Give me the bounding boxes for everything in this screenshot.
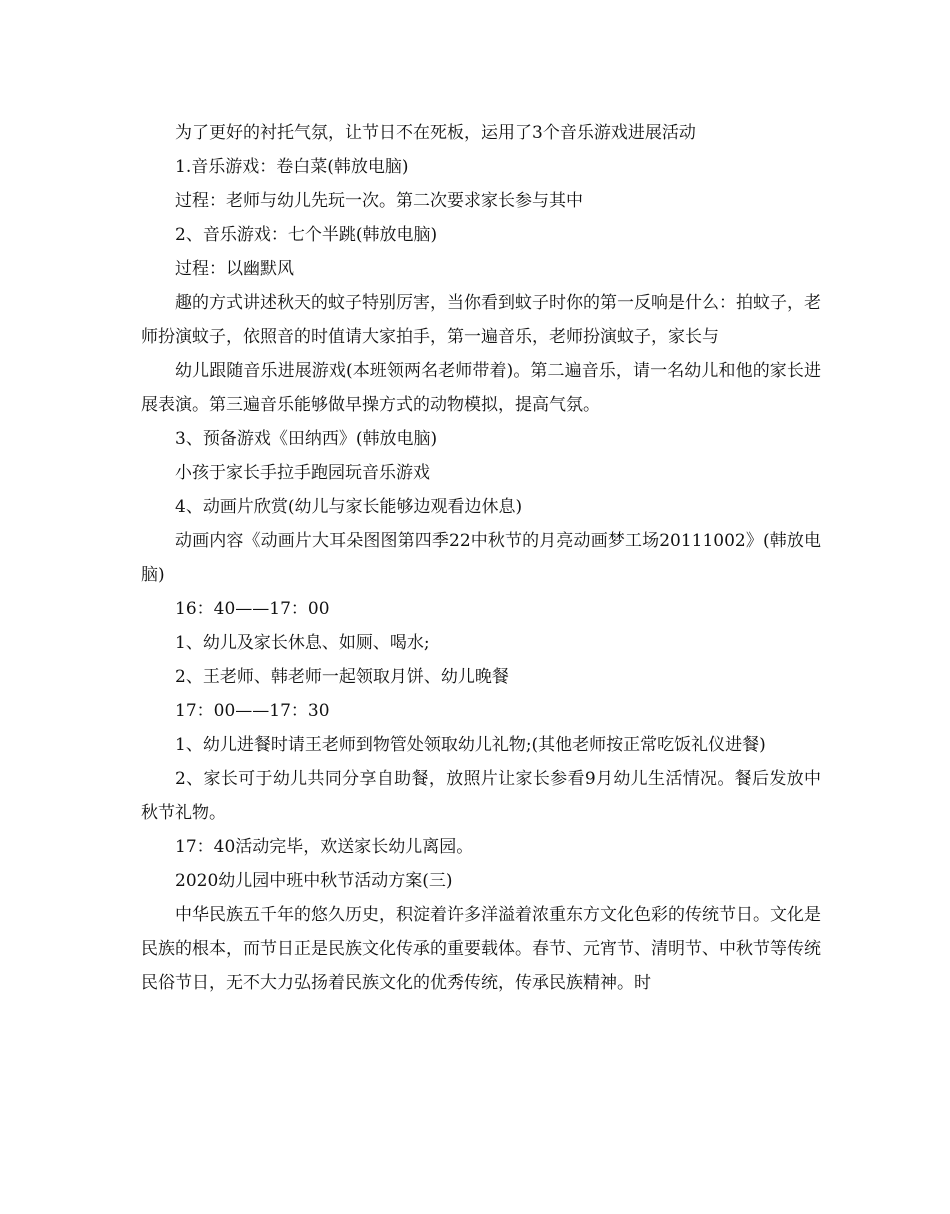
paragraph: 1、幼儿及家长休息、如厕、喝水;: [175, 633, 430, 653]
document-body: [141, 116, 821, 1000]
paragraph: 过程：以幽默风: [175, 259, 294, 279]
paragraph: 小孩于家长手拉手跑园玩音乐游戏: [175, 463, 430, 483]
section-heading: 2020幼儿园中班中秋节活动方案(三): [175, 871, 453, 891]
paragraph: 2、家长可于幼儿共同分享自助餐，放照片让家长参看9月幼儿生活情况。餐后发放中秋节礼物。: [141, 769, 821, 823]
paragraph: 过程：老师与幼儿先玩一次。第二次要求家长参与其中: [175, 191, 583, 211]
paragraph: 动画内容《动画片大耳朵图图第四季22中秋节的月亮动画梦工场20111002》(韩放电脑): [141, 531, 821, 585]
paragraph: 趣的方式讲述秋天的蚊子特别厉害，当你看到蚊子时你的第一反响是什么：拍蚊子，老师扮演蚊子，依照音的时值请大家拍手，第一遍音乐，老师扮演蚊子，家长与: [141, 293, 821, 347]
paragraph: 3、预备游戏《田纳西》(韩放电脑): [175, 429, 438, 449]
paragraph: 4、动画片欣赏(幼儿与家长能够边观看边休息): [175, 497, 523, 517]
paragraph: 2、王老师、韩老师一起领取月饼、幼儿晚餐: [175, 667, 509, 687]
paragraph: 1.音乐游戏：卷白菜(韩放电脑): [175, 157, 409, 177]
paragraph: 2、音乐游戏：七个半跳(韩放电脑): [175, 225, 438, 245]
paragraph: 1、幼儿进餐时请王老师到物管处领取幼儿礼物;(其他老师按正常吃饭礼仪进餐): [175, 735, 766, 755]
paragraph: 为了更好的衬托气氛，让节日不在死板，运用了3个音乐游戏进展活动: [175, 123, 696, 143]
paragraph: 16：40——17：00: [175, 599, 330, 619]
paragraph: 幼儿跟随音乐进展游戏(本班领两名老师带着)。第二遍音乐，请一名幼儿和他的家长进展表演。第三遍音乐能够做早操方式的动物模拟，提高气氛。: [141, 361, 821, 415]
paragraph: 17：40活动完毕，欢送家长幼儿离园。: [175, 837, 474, 857]
paragraph: 17：00——17：30: [175, 701, 330, 721]
paragraph: 中华民族五千年的悠久历史，积淀着许多洋溢着浓重东方文化色彩的传统节日。文化是民族的根本，而节日正是民族文化传承的重要载体。春节、元宵节、清明节、中秋节等传统民俗节日，无不大力弘扬着民族文化的优秀传统，传承民族精神。时: [141, 905, 821, 993]
